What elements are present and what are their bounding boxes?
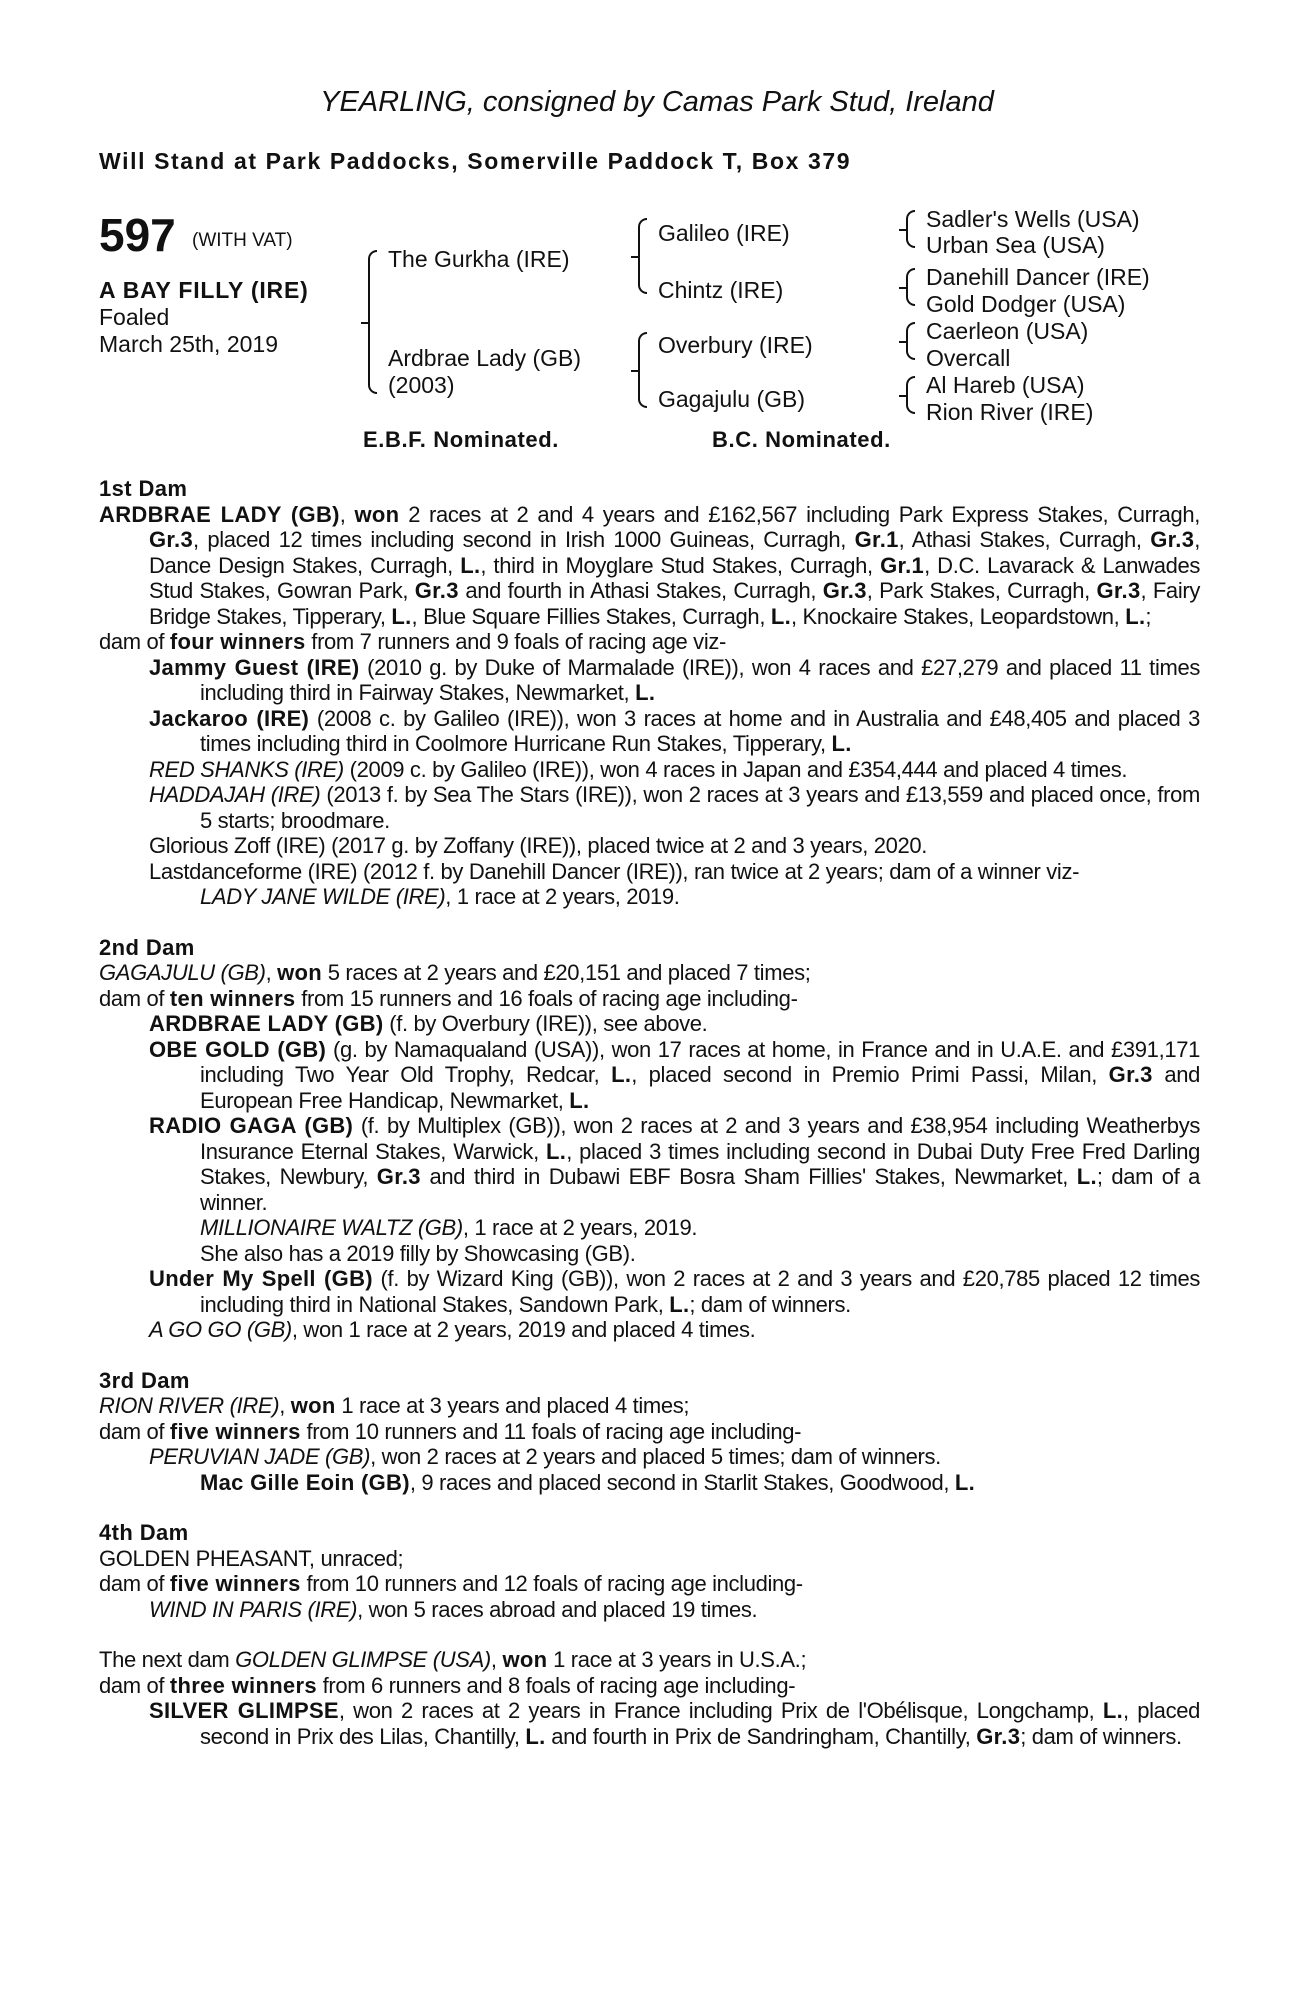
italic-text: GOLDEN GLIMPSE (USA) [235,1647,491,1672]
bold-text: Gr.3 [1096,578,1141,603]
record-entry [99,1215,1200,1241]
pedigree-brace [638,332,647,408]
record-entry [99,706,1200,757]
text: , won 2 races at 2 years and placed 5 times; dam of winners. [370,1444,941,1469]
record-entry [99,1597,1200,1623]
record-entry [99,1113,1200,1215]
text: , 1 race at 2 years, 2019. [462,1215,698,1240]
section-heading: 1st Dam [99,476,188,501]
italic-text: WIND IN PARIS (IRE) [149,1596,358,1622]
bold-text: L. [831,731,852,756]
text: , Dance Design Stakes, Curragh, [149,527,1200,578]
bold-text: Mac Gille Eoin (GB) [200,1469,410,1495]
text: (2009 c. by Galileo (IRE)), won 4 races in Japan and £354,444 and placed 4 times. [343,756,1128,782]
text: , Athasi Stakes, Curragh, [898,527,1151,552]
text: , [339,501,355,527]
vat-note: (WITH VAT) [192,230,293,251]
record-entry [99,1011,1200,1037]
record-entry [99,629,1200,655]
text: , 1 race at 2 years, 2019. [445,884,680,909]
text: from 10 runners and 11 foals of racing age including- [300,1418,802,1444]
pedigree-brace [906,210,915,248]
text: ; dam of winners. [1020,1723,1182,1749]
text: , Park Stakes, Curragh, [866,578,1097,603]
section-heading: 2nd Dam [99,934,195,960]
text: 2 races at 2 and 4 years and £162,567 including Park Express Stakes, Curragh, [399,501,1200,527]
bold-text: ARDBRAE LADY (GB) [99,501,340,527]
dam-section [99,1368,1200,1496]
horse-description: A BAY FILLY (IRE) [99,277,309,303]
text: and fourth in Prix de Sandringham, Chantilly, [545,1723,977,1749]
text: (f. by Wizard King (GB)), won 2 races at 2 and 3 years and £20,785 placed 12 times including third in National Stakes, Sandown Park, [200,1266,1201,1317]
bold-text: Gr.3 [414,578,459,603]
pedigree-gen3: Overcall [926,345,1011,371]
text: , 9 races and placed second in Starlit Stakes, Goodwood, [409,1469,955,1495]
section-heading: 4th Dam [99,1520,189,1545]
record-entry [99,1673,1200,1699]
pedigree-gen3: Rion River (IRE) [926,399,1094,425]
pedigree-gen3: Sadler's Wells (USA) [926,206,1140,232]
pedigree-brace [906,376,915,414]
italic-text: PERUVIAN JADE (GB) [149,1444,371,1469]
text: (f. by Overbury (IRE)), see above. [383,1011,708,1036]
text: She also has a 2019 filly by Showcasing (GB). [200,1240,636,1266]
bold-text: won [354,501,400,527]
stabling-location: Will Stand at Park Paddocks, Somerville Paddock T, Box 379 [99,148,852,174]
text: , won 1 race at 2 years, 2019 and placed 4 times. [291,1317,756,1342]
text: dam of [99,1418,170,1444]
text: , Fairy Bridge Stakes, Tipperary, [149,578,1200,629]
bold-text: ARDBRAE LADY (GB) [149,1011,384,1036]
bc-nominated: B.C. Nominated. [712,427,891,452]
italic-text: GAGAJULU (GB) [99,960,266,985]
bold-text: SILVER GLIMPSE [149,1698,339,1723]
text: GOLDEN PHEASANT, unraced; [99,1545,404,1571]
bold-text: three winners [169,1672,317,1698]
pedigree-sire: The Gurkha (IRE) [388,246,570,272]
text: from 6 runners and 8 foals of racing age including- [316,1672,796,1698]
bold-text: L. [525,1723,546,1749]
bold-text: Gr.3 [376,1164,421,1189]
italic-text: LADY JANE WILDE (IRE) [200,884,446,909]
text: 1 race at 3 years in U.S.A.; [547,1647,807,1672]
bold-text: four winners [169,629,306,654]
text: , Blue Square Fillies Stakes, Curragh, [411,603,771,629]
bold-text: L. [954,1469,976,1495]
dam-section [99,935,1200,1343]
text: , placed 12 times including second in Irish 1000 Guineas, Curragh, [193,527,855,552]
pedigree-gen3: Caerleon (USA) [926,318,1089,344]
bold-text: L. [611,1062,632,1087]
record-entry [99,1317,1200,1343]
bold-text: L. [770,603,792,629]
bold-text: Gr.1 [854,527,899,552]
bold-text: Jackaroo (IRE) [149,705,310,731]
text: from 7 runners and 9 foals of racing age viz- [305,629,726,654]
text: ; dam of a winner. [200,1164,1200,1215]
record-entry [99,986,1200,1012]
text: , placed second in Prix des Lilas, Chantilly, [200,1698,1200,1749]
record-entry [99,502,1200,630]
record-entry [99,1444,1200,1470]
text: and third in Dubawi EBF Bosra Sham Fillies' Stakes, Newmarket, [420,1164,1077,1189]
text: (2008 c. by Galileo (IRE)), won 3 races at home and in Australia and £48,405 and placed 3 times including third in Coolmore Hurricane Run Stakes, Tipperary, [200,705,1200,756]
record-entry [99,833,1200,859]
record-entry [99,1037,1200,1114]
text: Lastdanceforme (IRE) (2012 f. by Danehill Dancer (IRE)), ran twice at 2 years; dam of a winner viz- [149,858,1080,884]
text: dam of [99,629,170,654]
record-entry [99,1571,1200,1597]
text: , third in Moyglare Stud Stakes, Curragh, [480,552,881,578]
italic-text: MILLIONAIRE WALTZ (GB) [200,1215,463,1240]
pedigree-dam-year: (2003) [388,372,455,398]
foaled-label: Foaled [99,304,170,330]
bold-text: ten winners [169,985,296,1011]
ebf-nominated: E.B.F. Nominated. [363,427,559,452]
text: dam of [99,1571,170,1596]
section-heading: 3rd Dam [99,1367,190,1393]
pedigree-gen2: Chintz (IRE) [658,277,784,303]
text: , [490,1647,503,1672]
pedigree-gen2: Galileo (IRE) [658,220,790,246]
bold-text: won [502,1647,548,1672]
bold-text: L. [460,552,481,578]
text: and European Free Handicap, Newmarket, [200,1062,1200,1113]
record-entry [99,1698,1200,1749]
produce-record [99,476,1200,1774]
text: , [279,1393,291,1418]
bold-text: L. [546,1138,567,1164]
text: dam of [99,985,170,1011]
record-entry [99,1241,1200,1267]
text: (2010 g. by Duke of Marmalade (IRE)), won 4 races and £27,279 and placed 11 times including third in Fairway Stakes, Newmarket, [200,654,1200,705]
pedigree-gen3: Al Hareb (USA) [926,372,1085,398]
lot-number: 597 [99,209,176,261]
text: 5 races at 2 years and £20,151 and placed 7 times; [322,960,811,985]
text: The next dam [99,1647,236,1672]
record-entry [99,1266,1200,1317]
pedigree-gen3: Urban Sea (USA) [926,232,1105,258]
text: , Knockaire Stakes, Leopardstown, [791,603,1126,629]
foaled-date: March 25th, 2019 [99,331,279,357]
record-entry [99,655,1200,706]
bold-text: Gr.3 [1150,527,1195,552]
bold-text: won [290,1393,336,1418]
text: dam of [99,1672,170,1698]
pedigree-gen3: Gold Dodger (USA) [926,291,1126,317]
text: from 10 runners and 12 foals of racing age including- [300,1571,803,1596]
pedigree-gen2: Overbury (IRE) [658,332,813,358]
text: and fourth in Athasi Stakes, Curragh, [458,578,823,603]
text: (f. by Multiplex (GB)), won 2 races at 2 and 3 years and £38,954 including Weatherbys Insurance Eternal Stakes, Warwick, [200,1113,1200,1164]
text: , [265,960,278,985]
italic-text: RION RIVER (IRE) [99,1393,280,1418]
bold-text: five winners [169,1571,301,1596]
bold-text: five winners [169,1418,301,1444]
record-entry [99,884,1200,910]
pedigree-gen3: Danehill Dancer (IRE) [926,264,1150,290]
record-entry [99,782,1200,833]
bold-text: L. [569,1087,590,1113]
record-entry [99,757,1200,783]
page-title: YEARLING, consigned by Camas Park Stud, Ireland [320,86,994,118]
bold-text: Gr.3 [822,578,867,603]
bold-text: L. [391,603,412,629]
pedigree-gen2: Gagajulu (GB) [658,386,806,412]
bold-text: L. [1102,1698,1123,1723]
record-entry [99,960,1200,986]
bold-text: OBE GOLD (GB) [149,1036,327,1062]
bold-text: Gr.1 [880,552,925,578]
bold-text: L. [635,680,656,705]
text: ; dam of winners. [689,1291,851,1317]
bold-text: Under My Spell (GB) [149,1266,373,1291]
dam-section [99,1520,1200,1622]
bold-text: RADIO GAGA (GB) [149,1113,354,1138]
italic-text: A GO GO (GB) [149,1317,292,1342]
italic-text: RED SHANKS (IRE) [149,756,344,782]
bold-text: Jammy Guest (IRE) [149,654,360,680]
bold-text: Gr.3 [976,1723,1021,1749]
text: , D.C. Lavarack & Lanwades Stud Stakes, Gowran Park, [149,552,1200,603]
bold-text: L. [1076,1164,1097,1189]
text: from 15 runners and 16 foals of racing age including- [295,985,798,1011]
pedigree-brace [906,322,915,360]
record-entry [99,859,1200,885]
text: (g. by Namaqualand (USA)), won 17 races at home, in France and in U.A.E. and £391,171 including Two Year Old Trophy, Redcar, [200,1036,1200,1087]
text: , placed 3 times including second in Dubai Duty Free Fred Darling Stakes, Newbury, [200,1138,1200,1189]
record-entry [99,1647,1200,1673]
dam-section [99,476,1200,910]
dam-section [99,1647,1200,1749]
record-entry [99,1470,1200,1496]
record-entry [99,1393,1200,1419]
pedigree-brace [368,250,377,394]
text: , won 5 races abroad and placed 19 times. [357,1596,758,1622]
bold-text: won [277,960,323,985]
bold-text: L. [669,1291,690,1317]
bold-text: Gr.3 [149,527,194,552]
text: , placed second in Premio Primi Passi, Milan, [631,1062,1109,1087]
record-entry [99,1546,1200,1572]
pedigree-dam: Ardbrae Lady (GB) [388,345,582,371]
text: (2013 f. by Sea The Stars (IRE)), won 2 races at 3 years and £13,559 and placed once, from 5 starts; broodmare. [200,782,1200,833]
text: Glorious Zoff (IRE) (2017 g. by Zoffany (IRE)), placed twice at 2 and 3 years, 2020. [149,833,928,858]
pedigree-brace [638,218,647,294]
pedigree-brace [906,268,915,306]
italic-text: HADDAJAH (IRE) [149,782,321,807]
text: 1 race at 3 years and placed 4 times; [335,1393,690,1418]
bold-text: L. [1125,603,1146,629]
bold-text: Gr.3 [1108,1062,1153,1087]
record-entry [99,1419,1200,1445]
text: , won 2 races at 2 years in France including Prix de l'Obélisque, Longchamp, [338,1698,1103,1723]
text: ; [1145,603,1152,629]
